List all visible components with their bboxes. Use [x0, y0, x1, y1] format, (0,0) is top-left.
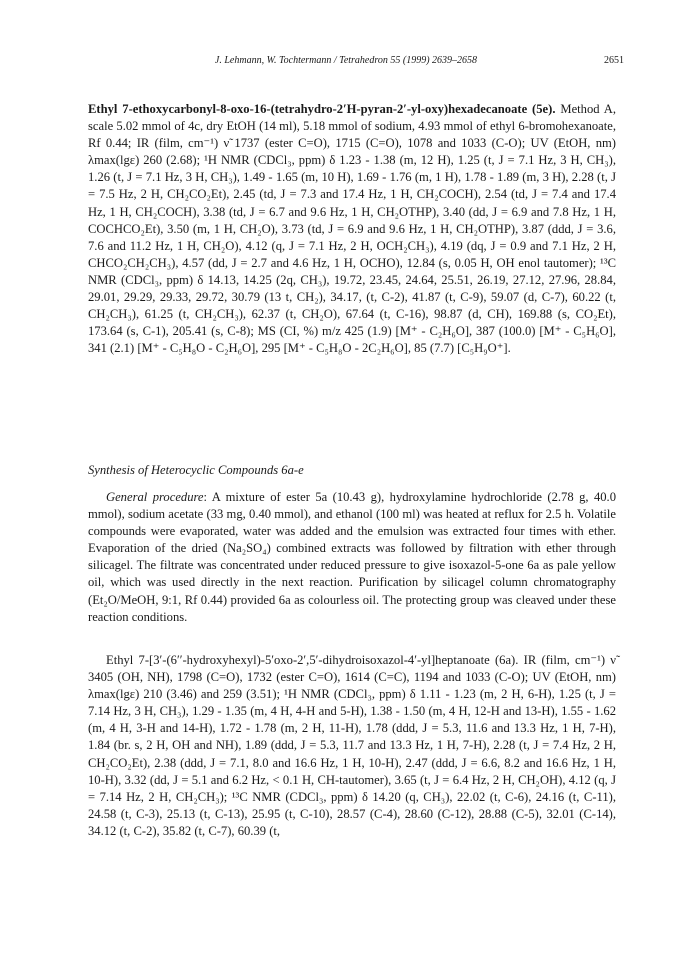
- compound-5e-paragraph: [88, 101, 616, 357]
- general-procedure-text: : A mixture of ester 5a (10.43 g), hydroxylamine hydrochloride (2.78 g, 40.0 mmol), sodium acetate (33 mg, 0.40 mmol), and ethanol (100 ml) was heated at reflux for 2.5 h. Volatile compounds were evaporated, water was added and the emulsion was extracted four times with ether. Evaporation of the dried (Na₂SO₄) combined extracts was followed by filtration with ether through silicagel. The filtrate was concentrated under reduced pressure to give isoxazol-5-one 6a as pale yellow oil, which was used directly in the next reaction. Purification by silicagel column chromatography (Et₂O/MeOH, 9:1, Rf 0.44) provided 6a as colourless oil. The protecting group was cleaved under these reaction conditions.: [88, 490, 616, 624]
- compound-6a-data: IR (film, cm⁻¹) ν̃ 3405 (OH, NH), 1798 (C=O), 1732 (ester C=O), 1614 (C=C), 1194 and 1033 (C-O); UV (EtOH, nm) λmax(lgε) 210 (3.46) and 259 (3.51); ¹H NMR (CDCl₃, ppm) δ 1.11 - 1.23 (m, 2 H, 6-H), 1.25 (t, J = 7.14 Hz, 3 H, CH₃), 1.29 - 1.35 (m, 4 H, 4-H and 5-H), 1.38 - 1.50 (m, 4 H, 12-H and 13-H), 1.55 - 1.62 (m, 4 H, 3-H and 14-H), 1.72 - 1.78 (m, 2 H, 11-H), 1.78 (ddd, J = 5.3, 11.6 and 13.3 Hz, 1 H, 7-H), 1.84 (br. s, 2 H, OH and NH), 1.89 (ddd, J = 5.3, 11.7 and 13.3 Hz, 1 H, 7-H), 2.28 (t, J = 7.4 Hz, 2 H, CH₂CO₂Et), 2.38 (ddd, J = 7.1, 8.0 and 16.6 Hz, 1 H, 10-H), 2.47 (ddd, J = 6.6, 8.2 and 16.6 Hz, 1 H, 10-H), 3.32 (dd, J = 5.1 and 6.2 Hz, < 0.1 H, CH-tautomer), 3.65 (t, J = 6.4 Hz, 2 H, CH₂OH), 4.12 (q, J = 7.14 Hz, 2 H, CH₂CH₃); ¹³C NMR (CDCl₃, ppm) δ 14.20 (q, CH₃), 22.02 (t, C-6), 24.16 (t, C-11), 24.58 (t, C-3), 25.13 (t, C-13), 25.95 (t, C-10), 28.57 (C-4), 28.60 (C-12), 28.88 (C-5), 32.01 (C-14), 34.12 (t, C-2), 35.82 (t, C-7), 60.39 (t,: [88, 653, 616, 838]
- compound-6a-title: Ethyl 7-[3′-(6′′-hydroxyhexyl)-5′oxo-2′,5′-dihydroisoxazol-4′-yl]heptanoate (6a).: [106, 653, 519, 667]
- compound-5e-title: Ethyl 7-ethoxycarbonyl-8-oxo-16-(tetrahydro-2′H-pyran-2′-yl-oxy)hexadecanoate (5e).: [88, 102, 556, 116]
- general-procedure-paragraph: [88, 489, 616, 626]
- general-procedure-label: General procedure: [106, 490, 204, 504]
- compound-5e-data: Method A, scale 5.02 mmol of 4c, dry EtOH (14 ml), 5.18 mmol of sodium, 4.93 mmol of ethyl 6-bromohexanoate, Rf 0.44; IR (film, cm⁻¹) ν̃ 1737 (ester C=O), 1715 (C=O), 1078 and 1033 (C-O); UV (EtOH, nm) λmax(lgε) 260 (2.68); ¹H NMR (CDCl₃, ppm) δ 1.23 - 1.38 (m, 12 H), 1.25 (t, J = 7.1 Hz, 3 H, CH₃), 1.26 (t, J = 7.1 Hz, 3 H, CH₃), 1.49 - 1.65 (m, 10 H), 1.69 - 1.76 (m, 1 H), 1.78 - 1.89 (m, 3 H), 2.28 (t, J = 7.5 Hz, 2 H, CH₂CO₂Et), 2.45 (td, J = 7.3 and 17.4 Hz, 1 H, CH₂COCH), 2.54 (td, J = 7.4 and 17.4 Hz, 1 H, CH₂COCH), 3.38 (td, J = 6.7 and 9.6 Hz, 1 H, CH₂OTHP), 3.40 (dd, J = 6.9 and 7.8 Hz, 1 H, COCHCO₂Et), 3.50 (m, 1 H, CH₂O), 3.73 (td, J = 6.9 and 9.6 Hz, 1 H, CH₂OTHP), 3.87 (ddd, J = 3.6, 7.6 and 11.2 Hz, 1 H, CH₂O), 4.12 (q, J = 7.1 Hz, 2 H, OCH₂CH₃), 4.19 (dq, J = 0.9 and 7.1 Hz, 2 H, CHCO₂CH₂CH₃), 4.57 (dd, J = 2.7 and 4.6 Hz, 1 H, OCHO), 12.84 (s, 0.05 H, OH enol tautomer); ¹³C NMR (CDCl₃, ppm) δ 14.13, 14.25 (2q, CH₃), 19.72, 23.45, 24.64, 25.51, 26.19, 27.12, 27.96, 28.84, 29.01, 29.29, 29.33, 29.72, 30.79 (13 t, CH₂), 34.17, (t, C-2), 41.87 (t, C-9), 59.07 (d, C-7), 60.22 (t, CH₂CH₃), 61.25 (t, CH₂CH₃), 62.37 (t, CH₂O), 67.64 (t, C-16), 98.87 (d, CH), 169.88 (s, CO₂Et), 173.64 (s, C-1), 205.41 (s, C-8); MS (CI, %) m/z 425 (1.9) [M⁺ - C₂H₆O], 387 (100.0) [M⁺ - C₅H₆O], 341 (2.1) [M⁺ - C₅H₈O - C₂H₆O], 295 [M⁺ - C₅H₈O - 2C₂H₆O], 85 (7.7) [C₅H₉O⁺].: [88, 102, 616, 356]
- running-head: J. Lehmann, W. Tochtermann / Tetrahedron 55 (1999) 2639–2658: [214, 55, 478, 66]
- section-heading: Synthesis of Heterocyclic Compounds 6a-e: [88, 463, 304, 477]
- compound-6a-paragraph: [88, 652, 616, 840]
- page-number: 2651: [604, 55, 624, 66]
